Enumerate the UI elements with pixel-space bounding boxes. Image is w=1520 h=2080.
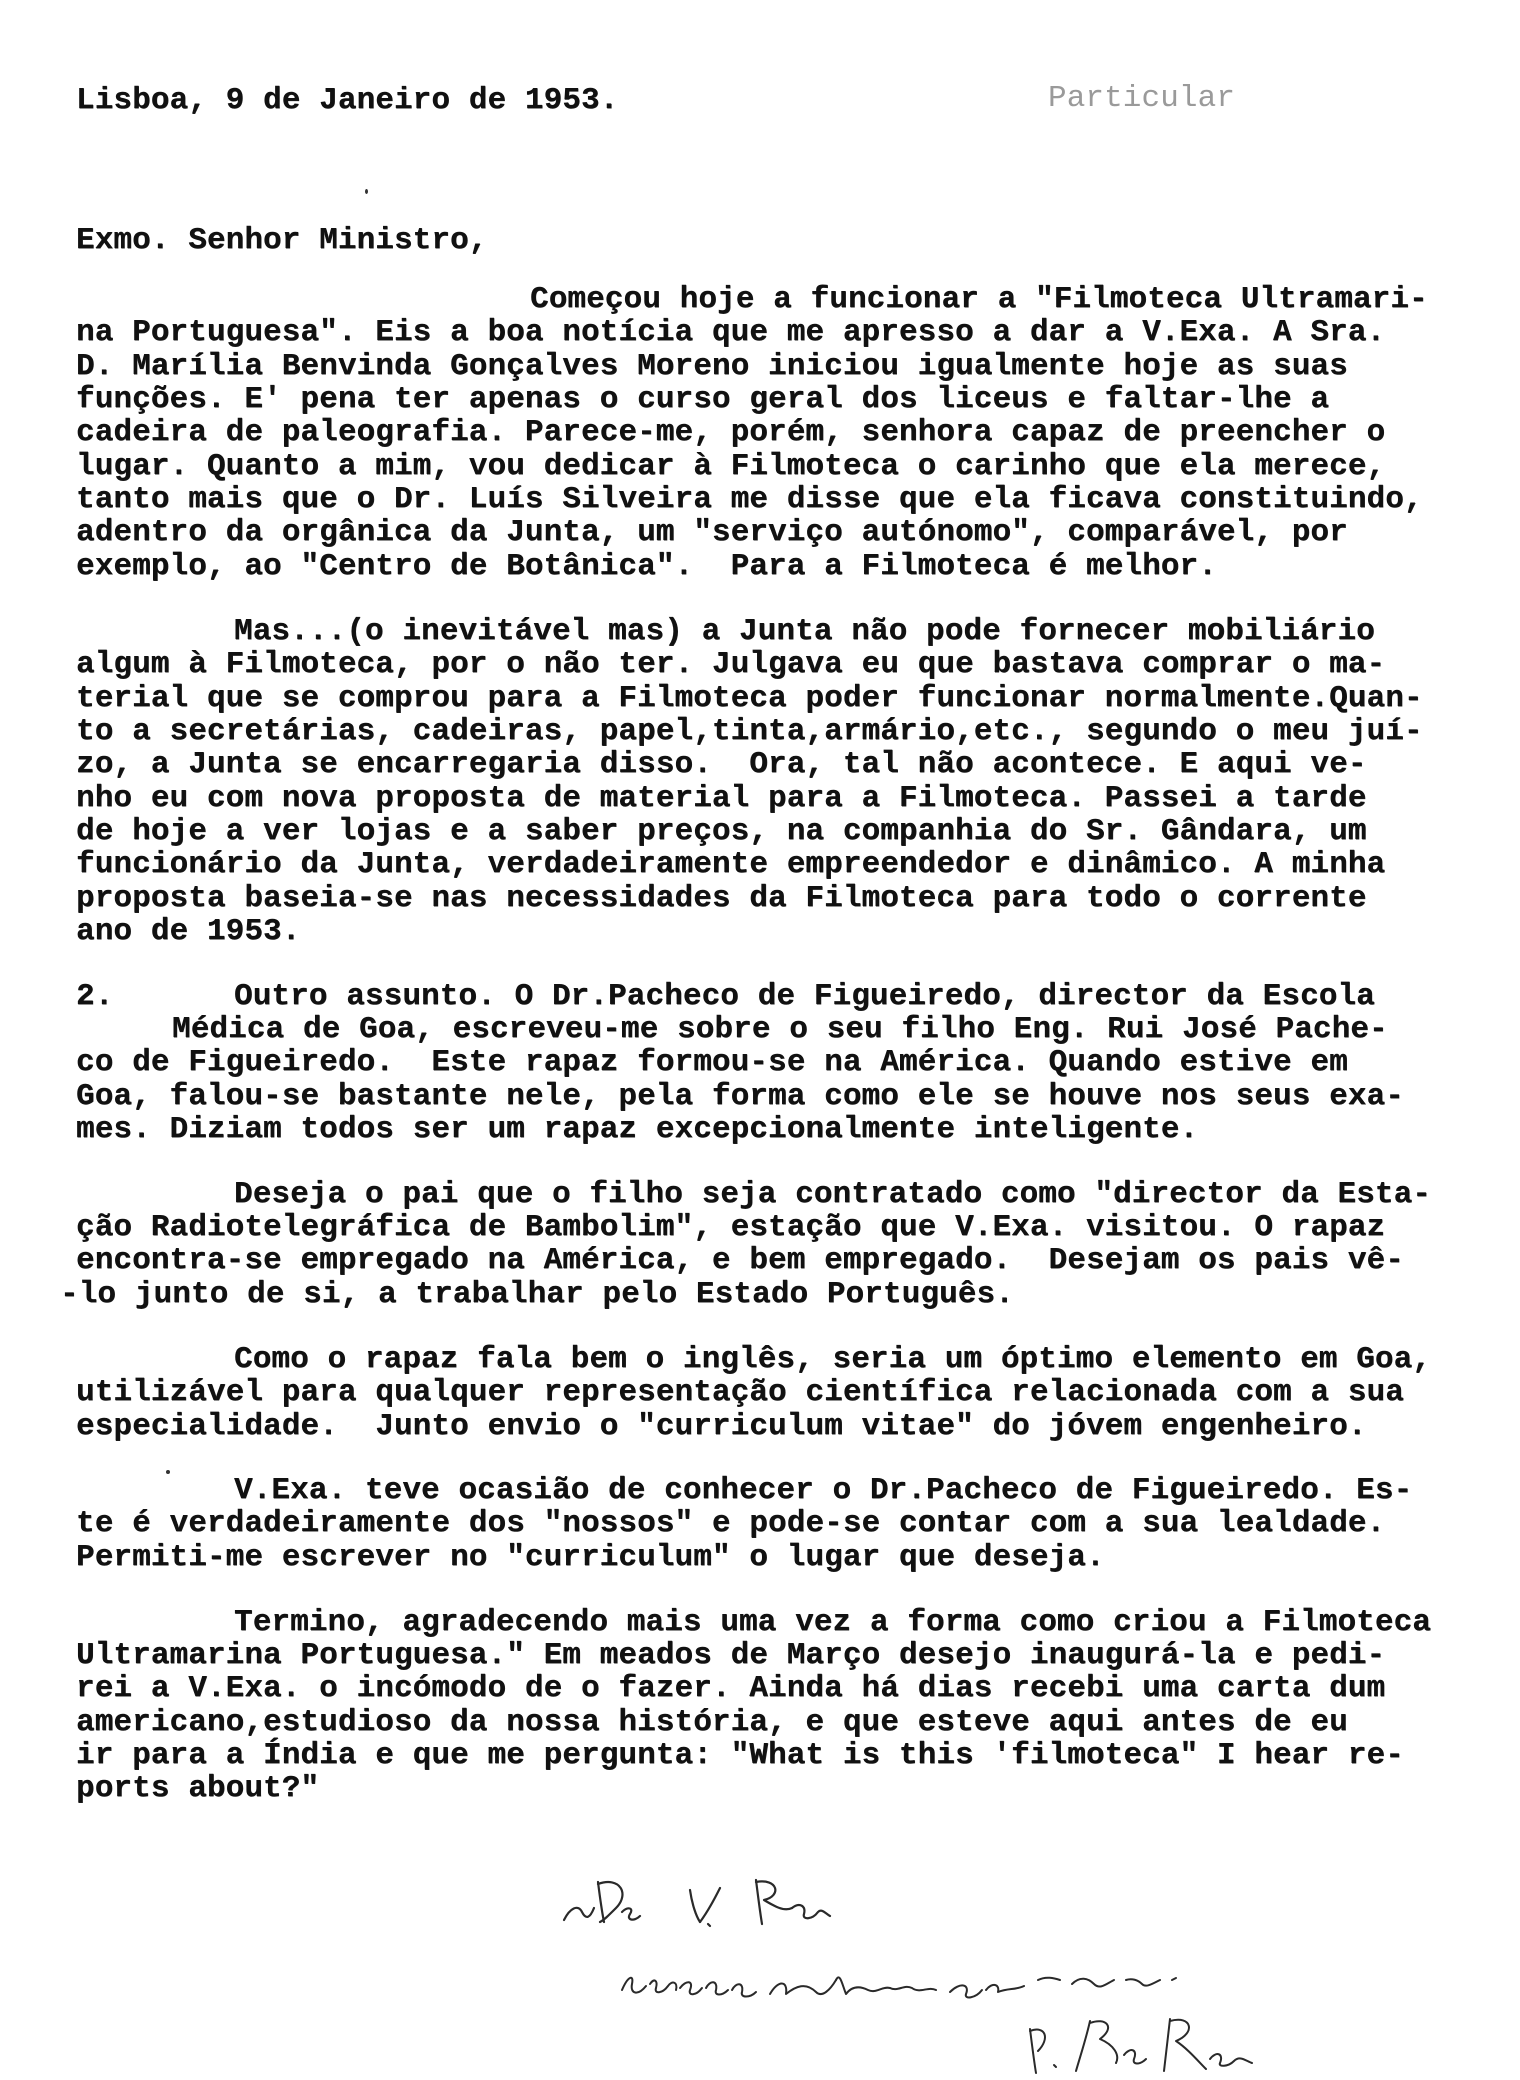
para4-line3: encontra-se empregado na América, e bem empregado. Desejam os pais vê-: [76, 1243, 1404, 1278]
para7-line4: americano,estudioso da nossa história, e que esteve aqui antes de eu: [76, 1705, 1348, 1740]
para2-line1: Mas...(o inevitável mas) a Junta não pode fornecer mobiliário: [234, 614, 1375, 649]
para6-line1: V.Exa. teve ocasião de conhecer o Dr.Pacheco de Figueiredo. Es-: [234, 1473, 1413, 1508]
para1-line4: funções. E' pena ter apenas o curso geral dos liceus e faltar-lhe a: [76, 382, 1330, 417]
para3-line1: Outro assunto. O Dr.Pacheco de Figueiredo, director da Escola: [234, 979, 1375, 1014]
para3-line3: co de Figueiredo. Este rapaz formou-se na América. Quando estive em: [76, 1045, 1348, 1080]
para7-line1: Termino, agradecendo mais uma vez a forma como criou a Filmoteca: [234, 1605, 1431, 1640]
para4-line2: ção Radiotelegráfica de Bambolim", estação que V.Exa. visitou. O rapaz: [76, 1210, 1386, 1245]
para1-line9: exemplo, ao "Centro de Botânica". Para a Filmoteca é melhor.: [76, 549, 1217, 584]
para5-line2: utilizável para qualquer representação científica relacionada com a sua: [76, 1375, 1404, 1410]
para7-line5: ir para a Índia e que me pergunta: "What is this 'filmoteca" I hear re-: [76, 1738, 1404, 1773]
para2-line4: to a secretárias, cadeiras, papel,tinta,armário,etc., segundo o meu juí-: [76, 714, 1423, 749]
para2-line5: zo, a Junta se encarregaria disso. Ora, tal não acontece. E aqui ve-: [76, 747, 1367, 782]
para2-line9: proposta baseia-se nas necessidades da Filmoteca para todo o corrente: [76, 881, 1367, 916]
para6-line3: Permiti-me escrever no "curriculum" o lugar que deseja.: [76, 1540, 1105, 1575]
para2-line10: ano de 1953.: [76, 914, 301, 949]
para2-line6: nho eu com nova proposta de material para a Filmoteca. Passei a tarde: [76, 781, 1367, 816]
section-number: 2.: [76, 979, 114, 1014]
para1-line3: D. Marília Benvinda Gonçalves Moreno iniciou igualmente hoje as suas: [76, 349, 1348, 384]
para3-line5: mes. Diziam todos ser um rapaz excepcionalmente inteligente.: [76, 1112, 1199, 1147]
salutation: Exmo. Senhor Ministro,: [76, 223, 488, 258]
para1-line2: na Portuguesa". Eis a boa notícia que me apresso a dar a V.Exa. A Sra.: [76, 315, 1386, 350]
para3-line4: Goa, falou-se bastante nele, pela forma como ele se houve nos seus exa-: [76, 1079, 1404, 1114]
para3-line2: Médica de Goa, escreveu-me sobre o seu filho Eng. Rui José Pache-: [172, 1012, 1388, 1047]
para6-line2: te é verdadeiramente dos "nossos" e pode-se contar com a sua lealdade.: [76, 1506, 1386, 1541]
para7-line2: Ultramarina Portuguesa." Em meados de Março desejo inaugurá-la e pedi-: [76, 1638, 1386, 1673]
para4-line1: Deseja o pai que o filho seja contratado como "director da Esta-: [234, 1177, 1431, 1212]
para1-line6: lugar. Quanto a mim, vou dedicar à Filmoteca o carinho que ela merece,: [76, 449, 1386, 484]
confidential-mark: Particular: [1048, 81, 1236, 116]
handwritten-closing-line1: [560, 1868, 860, 1938]
para1-line5: cadeira de paleografia. Parece-me, porém, senhora capaz de preencher o: [76, 415, 1386, 450]
para7-line3: rei a V.Exa. o incómodo de o fazer. Ainda há dias recebi uma carta dum: [76, 1671, 1386, 1706]
para4-line4: -lo junto de si, a trabalhar pelo Estado Português.: [60, 1277, 1014, 1312]
ink-speck: [365, 189, 368, 194]
ink-speck: [166, 1470, 170, 1474]
para2-line8: funcionário da Junta, verdadeiramente empreendedor e dinâmico. A minha: [76, 847, 1386, 882]
para5-line1: Como o rapaz fala bem o inglês, seria um óptimo elemento em Goa,: [234, 1342, 1431, 1377]
para2-line7: de hoje a ver lojas e a saber preços, na companhia do Sr. Gândara, um: [76, 814, 1367, 849]
para2-line2: algum à Filmoteca, por o não ter. Julgava eu que bastava comprar o ma-: [76, 647, 1386, 682]
para1-line1: Começou hoje a funcionar a "Filmoteca Ultramari-: [530, 282, 1428, 317]
para5-line3: especialidade. Junto envio o "curriculum vitae" do jóvem engenheiro.: [76, 1409, 1367, 1444]
para1-line8: adentro da orgânica da Junta, um "serviço autónomo", comparável, por: [76, 515, 1348, 550]
para1-line7: tanto mais que o Dr. Luís Silveira me disse que ela ficava constituindo,: [76, 482, 1423, 517]
handwritten-signature: [1020, 2005, 1320, 2080]
para2-line3: terial que se comprou para a Filmoteca poder funcionar normalmente.Quan-: [76, 681, 1423, 716]
place-date: Lisboa, 9 de Janeiro de 1953.: [76, 83, 619, 118]
para7-line6: ports about?": [76, 1771, 320, 1806]
